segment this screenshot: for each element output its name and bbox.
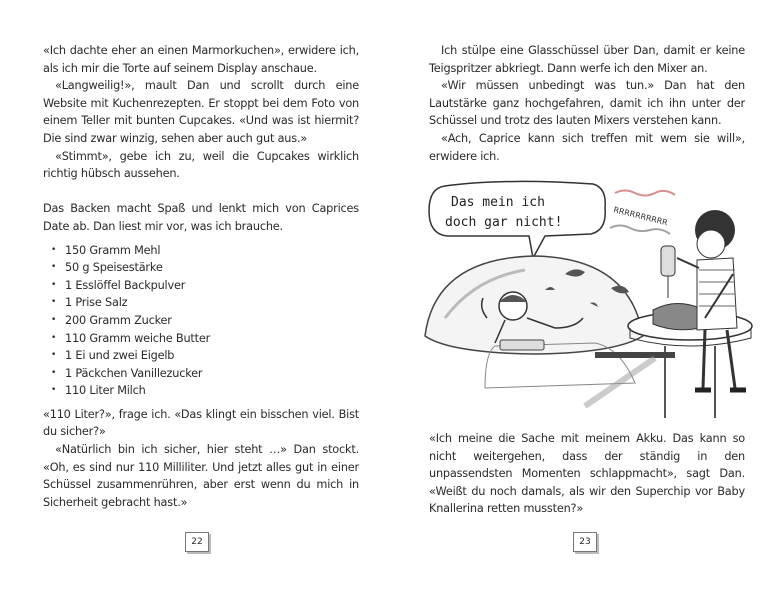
paragraph: «Ich dachte eher an einen Marmorkuchen», erwidere ich, als ich mir die Torte auf seinem Display anschaue. (43, 44, 359, 75)
speech-bubble (429, 181, 605, 258)
paragraph: «Ich meine die Sache mit meinem Akku. Das kann so nicht weitergehen, dass der ständig in den unpassendsten Momenten schlappmacht», sagt Dan. «Weißt du noch damals, als wir den Superchip vor Baby Knallerina retten mussten?» (429, 432, 745, 516)
list-item: • 110 Liter Milch (65, 382, 359, 400)
paragraph: «Wir müssen unbedingt was tun.» Dan hat den Lautstärke ganz hochgefahren, damit ich ihn unter der Schüssel und trotz des lauten Mixers verstehen kann. (429, 79, 745, 128)
left-text-top (43, 42, 359, 511)
paragraph: «Langweilig!», mault Dan und scrollt durch eine Website mit Kuchenrezepten. Er stoppt bei dem Foto von einem Teller mit bunten Cupcakes. «Und was ist hiermit? Die sind zwar winzig, sehen aber auch gut aus.» (43, 79, 359, 145)
paragraph: «Natürlich bin ich sicher, hier steht …» Dan stockt. «Oh, es sind nur 110 Milliliter. Und jetzt alles gut in einer Schüssel zusammenrühren, aber erst wenn du mich in Sicherheit gebracht hast.» (43, 443, 359, 509)
page-number: 22 (185, 532, 209, 552)
illustration (415, 178, 760, 418)
sound-text: RRRRRRRRRR (612, 205, 669, 228)
speech-line-2: doch gar nicht! (445, 215, 563, 230)
list-item: • 150 Gramm Mehl (65, 242, 359, 260)
paragraph: «Stimmt», gebe ich zu, weil die Cupcakes wirklich richtig hübsch aussehen. (43, 149, 359, 181)
speech-line-1: Das mein ich (451, 195, 545, 210)
sound-effect (610, 191, 675, 235)
list-item: • 1 Ei und zwei Eigelb (65, 347, 359, 365)
list-item: • 1 Esslöffel Backpulver (65, 277, 359, 295)
list-item: • 200 Gramm Zucker (65, 312, 359, 330)
right-text-bottom (429, 430, 745, 518)
glass-dome (425, 256, 643, 388)
paragraph: «110 Liter?», frage ich. «Das klingt ein bisschen viel. Bist du sicher?» (43, 407, 359, 439)
paragraph: Ich stülpe eine Glasschüssel über Dan, damit er keine Teigspritzer abkriegt. Dann werfe ich den Mixer an. (429, 44, 745, 75)
ingredient-list (43, 242, 359, 400)
list-item: • 1 Päckchen Vanillezucker (65, 365, 359, 383)
list-item: • 1 Prise Salz (65, 294, 359, 312)
right-text-top (429, 42, 745, 165)
paragraph: «Ach, Caprice kann sich treffen mit wem sie will», erwidere ich. (429, 131, 745, 163)
page-number: 23 (573, 532, 597, 552)
paragraph: Das Backen macht Spaß und lenkt mich von Caprices Date ab. Dan liest mir vor, was ich brauche. (43, 202, 359, 233)
list-item: • 110 Gramm weiche Butter (65, 330, 359, 348)
list-item: • 50 g Speisestärke (65, 259, 359, 277)
